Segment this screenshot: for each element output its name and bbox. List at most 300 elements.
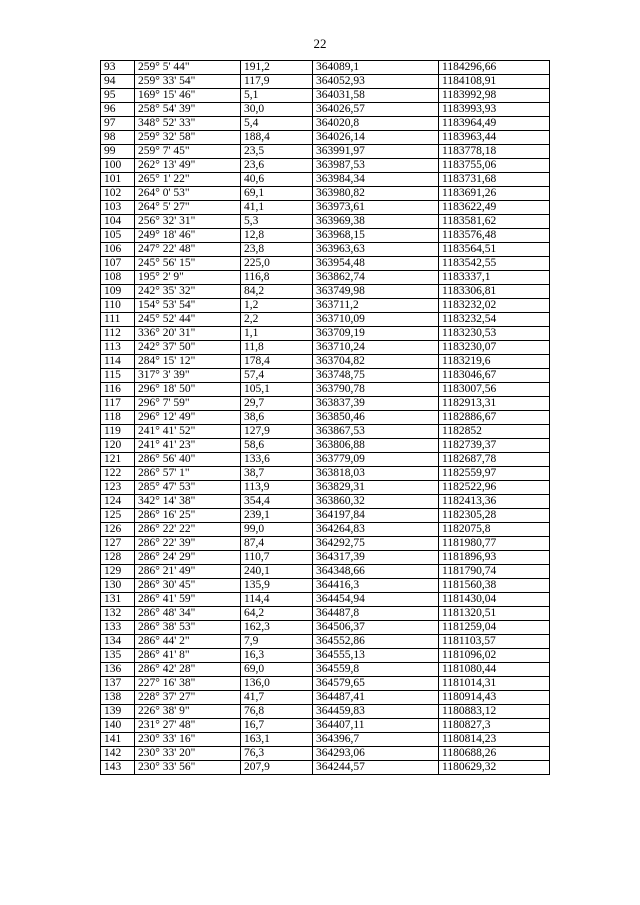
point-number-cell: 97 (101, 117, 135, 131)
x-coordinate-cell: 364244,57 (313, 761, 439, 775)
x-coordinate-cell: 364020,8 (313, 117, 439, 131)
direction-angle-cell: 241° 41' 23" (135, 439, 241, 453)
distance-cell: 188,4 (241, 131, 313, 145)
table-row (101, 285, 550, 299)
table-row (101, 215, 550, 229)
y-coordinate-cell: 1181096,02 (439, 649, 550, 663)
table-row (101, 481, 550, 495)
point-number-cell: 138 (101, 691, 135, 705)
table-row (101, 747, 550, 761)
x-coordinate-cell: 363969,38 (313, 215, 439, 229)
y-coordinate-cell: 1180914,43 (439, 691, 550, 705)
distance-cell: 16,3 (241, 649, 313, 663)
point-number-cell: 96 (101, 103, 135, 117)
x-coordinate-cell: 364454,94 (313, 593, 439, 607)
distance-cell: 76,3 (241, 747, 313, 761)
x-coordinate-cell: 364317,39 (313, 551, 439, 565)
point-number-cell: 131 (101, 593, 135, 607)
distance-cell: 57,4 (241, 369, 313, 383)
y-coordinate-cell: 1181980,77 (439, 537, 550, 551)
distance-cell: 23,6 (241, 159, 313, 173)
table-row (101, 537, 550, 551)
x-coordinate-cell: 363806,88 (313, 439, 439, 453)
x-coordinate-cell: 363968,15 (313, 229, 439, 243)
direction-angle-cell: 296° 7' 59" (135, 397, 241, 411)
distance-cell: 127,9 (241, 425, 313, 439)
y-coordinate-cell: 1181014,31 (439, 677, 550, 691)
direction-angle-cell: 242° 37' 50" (135, 341, 241, 355)
distance-cell: 58,6 (241, 439, 313, 453)
x-coordinate-cell: 364506,37 (313, 621, 439, 635)
direction-angle-cell: 226° 38' 9" (135, 705, 241, 719)
x-coordinate-cell: 363710,09 (313, 313, 439, 327)
table-row (101, 691, 550, 705)
x-coordinate-cell: 363779,09 (313, 453, 439, 467)
direction-angle-cell: 296° 12' 49" (135, 411, 241, 425)
x-coordinate-cell: 364487,8 (313, 607, 439, 621)
table-row (101, 229, 550, 243)
direction-angle-cell: 286° 41' 59" (135, 593, 241, 607)
x-coordinate-cell: 364416,3 (313, 579, 439, 593)
direction-angle-cell: 259° 33' 54" (135, 75, 241, 89)
table-row (101, 579, 550, 593)
table-row (101, 341, 550, 355)
y-coordinate-cell: 1181430,04 (439, 593, 550, 607)
point-number-cell: 136 (101, 663, 135, 677)
point-number-cell: 98 (101, 131, 135, 145)
y-coordinate-cell: 1183306,81 (439, 285, 550, 299)
direction-angle-cell: 264° 5' 27" (135, 201, 241, 215)
point-number-cell: 99 (101, 145, 135, 159)
x-coordinate-cell: 364407,11 (313, 719, 439, 733)
table-row (101, 313, 550, 327)
direction-angle-cell: 245° 52' 44" (135, 313, 241, 327)
direction-angle-cell: 259° 7' 45" (135, 145, 241, 159)
point-number-cell: 115 (101, 369, 135, 383)
x-coordinate-cell: 363709,19 (313, 327, 439, 341)
table-row (101, 201, 550, 215)
point-number-cell: 124 (101, 495, 135, 509)
x-coordinate-cell: 363837,39 (313, 397, 439, 411)
distance-cell: 135,9 (241, 579, 313, 593)
y-coordinate-cell: 1180883,12 (439, 705, 550, 719)
direction-angle-cell: 228° 37' 27" (135, 691, 241, 705)
y-coordinate-cell: 1181896,93 (439, 551, 550, 565)
x-coordinate-cell: 364459,83 (313, 705, 439, 719)
y-coordinate-cell: 1183230,07 (439, 341, 550, 355)
direction-angle-cell: 259° 5' 44" (135, 61, 241, 75)
point-number-cell: 119 (101, 425, 135, 439)
point-number-cell: 101 (101, 173, 135, 187)
distance-cell: 69,0 (241, 663, 313, 677)
direction-angle-cell: 231° 27' 48" (135, 719, 241, 733)
y-coordinate-cell: 1183576,48 (439, 229, 550, 243)
x-coordinate-cell: 364052,93 (313, 75, 439, 89)
y-coordinate-cell: 1182739,37 (439, 439, 550, 453)
y-coordinate-cell: 1183691,26 (439, 187, 550, 201)
table-row (101, 593, 550, 607)
distance-cell: 114,4 (241, 593, 313, 607)
distance-cell: 99,0 (241, 523, 313, 537)
y-coordinate-cell: 1181259,04 (439, 621, 550, 635)
y-coordinate-cell: 1184296,66 (439, 61, 550, 75)
page-number: 22 (313, 36, 327, 51)
direction-angle-cell: 286° 57' 1" (135, 467, 241, 481)
table-row (101, 187, 550, 201)
distance-cell: 163,1 (241, 733, 313, 747)
distance-cell: 110,7 (241, 551, 313, 565)
table-row (101, 159, 550, 173)
x-coordinate-cell: 363850,46 (313, 411, 439, 425)
x-coordinate-cell: 364292,75 (313, 537, 439, 551)
table-row (101, 383, 550, 397)
y-coordinate-cell: 1182559,97 (439, 467, 550, 481)
point-number-cell: 128 (101, 551, 135, 565)
distance-cell: 5,1 (241, 89, 313, 103)
distance-cell: 38,7 (241, 467, 313, 481)
table-row (101, 551, 550, 565)
direction-angle-cell: 256° 32' 31" (135, 215, 241, 229)
distance-cell: 116,8 (241, 271, 313, 285)
x-coordinate-cell: 363710,24 (313, 341, 439, 355)
x-coordinate-cell: 363790,78 (313, 383, 439, 397)
direction-angle-cell: 169° 15' 46" (135, 89, 241, 103)
direction-angle-cell: 286° 44' 2" (135, 635, 241, 649)
direction-angle-cell: 230° 33' 16" (135, 733, 241, 747)
table-row (101, 719, 550, 733)
y-coordinate-cell: 1183963,44 (439, 131, 550, 145)
direction-angle-cell: 247° 22' 48" (135, 243, 241, 257)
y-coordinate-cell: 1183219,6 (439, 355, 550, 369)
table-row (101, 663, 550, 677)
point-number-cell: 118 (101, 411, 135, 425)
table-row (101, 369, 550, 383)
distance-cell: 11,8 (241, 341, 313, 355)
table-row (101, 299, 550, 313)
coordinates-table (100, 60, 550, 775)
x-coordinate-cell: 363860,32 (313, 495, 439, 509)
distance-cell: 162,3 (241, 621, 313, 635)
point-number-cell: 94 (101, 75, 135, 89)
point-number-cell: 123 (101, 481, 135, 495)
x-coordinate-cell: 364396,7 (313, 733, 439, 747)
point-number-cell: 117 (101, 397, 135, 411)
point-number-cell: 104 (101, 215, 135, 229)
direction-angle-cell: 286° 24' 29" (135, 551, 241, 565)
table-row (101, 243, 550, 257)
distance-cell: 133,6 (241, 453, 313, 467)
table-row (101, 705, 550, 719)
x-coordinate-cell: 364348,66 (313, 565, 439, 579)
direction-angle-cell: 242° 35' 32" (135, 285, 241, 299)
table-row (101, 271, 550, 285)
distance-cell: 41,1 (241, 201, 313, 215)
direction-angle-cell: 285° 47' 53" (135, 481, 241, 495)
y-coordinate-cell: 1183964,49 (439, 117, 550, 131)
table-row (101, 635, 550, 649)
direction-angle-cell: 195° 2' 9" (135, 271, 241, 285)
y-coordinate-cell: 1184108,91 (439, 75, 550, 89)
point-number-cell: 113 (101, 341, 135, 355)
point-number-cell: 137 (101, 677, 135, 691)
y-coordinate-cell: 1183046,67 (439, 369, 550, 383)
direction-angle-cell: 286° 30' 45" (135, 579, 241, 593)
direction-angle-cell: 245° 56' 15" (135, 257, 241, 271)
table-row (101, 327, 550, 341)
distance-cell: 240,1 (241, 565, 313, 579)
distance-cell: 23,5 (241, 145, 313, 159)
point-number-cell: 126 (101, 523, 135, 537)
y-coordinate-cell: 1182687,78 (439, 453, 550, 467)
x-coordinate-cell: 364559,8 (313, 663, 439, 677)
y-coordinate-cell: 1183230,53 (439, 327, 550, 341)
y-coordinate-cell: 1183778,18 (439, 145, 550, 159)
direction-angle-cell: 230° 33' 20" (135, 747, 241, 761)
distance-cell: 1,1 (241, 327, 313, 341)
distance-cell: 29,7 (241, 397, 313, 411)
direction-angle-cell: 286° 42' 28" (135, 663, 241, 677)
distance-cell: 64,2 (241, 607, 313, 621)
direction-angle-cell: 241° 41' 52" (135, 425, 241, 439)
x-coordinate-cell: 363862,74 (313, 271, 439, 285)
y-coordinate-cell: 1183337,1 (439, 271, 550, 285)
x-coordinate-cell: 363963,63 (313, 243, 439, 257)
direction-angle-cell: 336° 20' 31" (135, 327, 241, 341)
y-coordinate-cell: 1182522,96 (439, 481, 550, 495)
x-coordinate-cell: 363818,03 (313, 467, 439, 481)
y-coordinate-cell: 1181320,51 (439, 607, 550, 621)
y-coordinate-cell: 1183232,54 (439, 313, 550, 327)
direction-angle-cell: 264° 0' 53" (135, 187, 241, 201)
point-number-cell: 121 (101, 453, 135, 467)
distance-cell: 239,1 (241, 509, 313, 523)
table-row (101, 677, 550, 691)
coordinates-table-body (101, 61, 550, 775)
distance-cell: 225,0 (241, 257, 313, 271)
point-number-cell: 100 (101, 159, 135, 173)
direction-angle-cell: 286° 16' 25" (135, 509, 241, 523)
distance-cell: 5,3 (241, 215, 313, 229)
point-number-cell: 110 (101, 299, 135, 313)
point-number-cell: 122 (101, 467, 135, 481)
distance-cell: 41,7 (241, 691, 313, 705)
direction-angle-cell: 258° 54' 39" (135, 103, 241, 117)
direction-angle-cell: 348° 52' 33" (135, 117, 241, 131)
table-row (101, 523, 550, 537)
table-row (101, 453, 550, 467)
table-row (101, 733, 550, 747)
distance-cell: 113,9 (241, 481, 313, 495)
distance-cell: 84,2 (241, 285, 313, 299)
x-coordinate-cell: 364089,1 (313, 61, 439, 75)
x-coordinate-cell: 363984,34 (313, 173, 439, 187)
point-number-cell: 142 (101, 747, 135, 761)
direction-angle-cell: 296° 18' 50" (135, 383, 241, 397)
table-row (101, 439, 550, 453)
distance-cell: 2,2 (241, 313, 313, 327)
x-coordinate-cell: 363749,98 (313, 285, 439, 299)
x-coordinate-cell: 363973,61 (313, 201, 439, 215)
x-coordinate-cell: 363704,82 (313, 355, 439, 369)
point-number-cell: 141 (101, 733, 135, 747)
table-row (101, 89, 550, 103)
y-coordinate-cell: 1183992,98 (439, 89, 550, 103)
point-number-cell: 103 (101, 201, 135, 215)
point-number-cell: 108 (101, 271, 135, 285)
point-number-cell: 102 (101, 187, 135, 201)
direction-angle-cell: 227° 16' 38" (135, 677, 241, 691)
point-number-cell: 114 (101, 355, 135, 369)
y-coordinate-cell: 1183993,93 (439, 103, 550, 117)
y-coordinate-cell: 1183731,68 (439, 173, 550, 187)
x-coordinate-cell: 364555,13 (313, 649, 439, 663)
direction-angle-cell: 317° 3' 39" (135, 369, 241, 383)
x-coordinate-cell: 363748,75 (313, 369, 439, 383)
table-row (101, 425, 550, 439)
point-number-cell: 127 (101, 537, 135, 551)
table-row (101, 397, 550, 411)
direction-angle-cell: 230° 33' 56" (135, 761, 241, 775)
y-coordinate-cell: 1183542,55 (439, 257, 550, 271)
y-coordinate-cell: 1183007,56 (439, 383, 550, 397)
distance-cell: 7,9 (241, 635, 313, 649)
table-row (101, 173, 550, 187)
direction-angle-cell: 286° 48' 34" (135, 607, 241, 621)
direction-angle-cell: 265° 1' 22" (135, 173, 241, 187)
direction-angle-cell: 262° 13' 49" (135, 159, 241, 173)
distance-cell: 354,4 (241, 495, 313, 509)
distance-cell: 38,6 (241, 411, 313, 425)
point-number-cell: 125 (101, 509, 135, 523)
distance-cell: 40,6 (241, 173, 313, 187)
x-coordinate-cell: 364197,84 (313, 509, 439, 523)
direction-angle-cell: 286° 22' 39" (135, 537, 241, 551)
x-coordinate-cell: 364293,06 (313, 747, 439, 761)
point-number-cell: 139 (101, 705, 135, 719)
direction-angle-cell: 286° 41' 8" (135, 649, 241, 663)
y-coordinate-cell: 1181103,57 (439, 635, 550, 649)
y-coordinate-cell: 1182852 (439, 425, 550, 439)
y-coordinate-cell: 1183622,49 (439, 201, 550, 215)
y-coordinate-cell: 1183755,06 (439, 159, 550, 173)
distance-cell: 5,4 (241, 117, 313, 131)
table-row (101, 761, 550, 775)
table-row (101, 257, 550, 271)
table-row (101, 495, 550, 509)
table-row (101, 467, 550, 481)
point-number-cell: 109 (101, 285, 135, 299)
direction-angle-cell: 154° 53' 54" (135, 299, 241, 313)
table-row (101, 621, 550, 635)
point-number-cell: 105 (101, 229, 135, 243)
point-number-cell: 106 (101, 243, 135, 257)
point-number-cell: 143 (101, 761, 135, 775)
y-coordinate-cell: 1182413,36 (439, 495, 550, 509)
x-coordinate-cell: 363711,2 (313, 299, 439, 313)
point-number-cell: 134 (101, 635, 135, 649)
point-number-cell: 140 (101, 719, 135, 733)
x-coordinate-cell: 364552,86 (313, 635, 439, 649)
x-coordinate-cell: 364026,14 (313, 131, 439, 145)
y-coordinate-cell: 1180688,26 (439, 747, 550, 761)
x-coordinate-cell: 363867,53 (313, 425, 439, 439)
x-coordinate-cell: 364579,65 (313, 677, 439, 691)
distance-cell: 191,2 (241, 61, 313, 75)
table-row (101, 75, 550, 89)
y-coordinate-cell: 1182305,28 (439, 509, 550, 523)
y-coordinate-cell: 1182913,31 (439, 397, 550, 411)
table-row (101, 355, 550, 369)
table-row (101, 565, 550, 579)
direction-angle-cell: 249° 18' 46" (135, 229, 241, 243)
y-coordinate-cell: 1180827,3 (439, 719, 550, 733)
direction-angle-cell: 259° 32' 58" (135, 131, 241, 145)
distance-cell: 117,9 (241, 75, 313, 89)
distance-cell: 178,4 (241, 355, 313, 369)
direction-angle-cell: 342° 14' 38" (135, 495, 241, 509)
point-number-cell: 135 (101, 649, 135, 663)
direction-angle-cell: 286° 56' 40" (135, 453, 241, 467)
direction-angle-cell: 284° 15' 12" (135, 355, 241, 369)
table-row (101, 131, 550, 145)
x-coordinate-cell: 364264,83 (313, 523, 439, 537)
y-coordinate-cell: 1182886,67 (439, 411, 550, 425)
direction-angle-cell: 286° 38' 53" (135, 621, 241, 635)
table-row (101, 103, 550, 117)
distance-cell: 207,9 (241, 761, 313, 775)
point-number-cell: 133 (101, 621, 135, 635)
x-coordinate-cell: 363954,48 (313, 257, 439, 271)
x-coordinate-cell: 363980,82 (313, 187, 439, 201)
table-row (101, 117, 550, 131)
distance-cell: 23,8 (241, 243, 313, 257)
table-row (101, 509, 550, 523)
y-coordinate-cell: 1183232,02 (439, 299, 550, 313)
y-coordinate-cell: 1183564,51 (439, 243, 550, 257)
direction-angle-cell: 286° 21' 49" (135, 565, 241, 579)
distance-cell: 16,7 (241, 719, 313, 733)
point-number-cell: 130 (101, 579, 135, 593)
point-number-cell: 132 (101, 607, 135, 621)
y-coordinate-cell: 1182075,8 (439, 523, 550, 537)
table-row (101, 411, 550, 425)
distance-cell: 30,0 (241, 103, 313, 117)
point-number-cell: 120 (101, 439, 135, 453)
table-row (101, 145, 550, 159)
point-number-cell: 95 (101, 89, 135, 103)
table-row (101, 607, 550, 621)
distance-cell: 136,0 (241, 677, 313, 691)
distance-cell: 76,8 (241, 705, 313, 719)
x-coordinate-cell: 364487,41 (313, 691, 439, 705)
x-coordinate-cell: 364026,57 (313, 103, 439, 117)
point-number-cell: 129 (101, 565, 135, 579)
table-row (101, 649, 550, 663)
y-coordinate-cell: 1181080,44 (439, 663, 550, 677)
point-number-cell: 112 (101, 327, 135, 341)
y-coordinate-cell: 1181560,38 (439, 579, 550, 593)
table-row (101, 61, 550, 75)
distance-cell: 1,2 (241, 299, 313, 313)
x-coordinate-cell: 364031,58 (313, 89, 439, 103)
distance-cell: 87,4 (241, 537, 313, 551)
x-coordinate-cell: 363991,97 (313, 145, 439, 159)
y-coordinate-cell: 1181790,74 (439, 565, 550, 579)
x-coordinate-cell: 363829,31 (313, 481, 439, 495)
point-number-cell: 111 (101, 313, 135, 327)
direction-angle-cell: 286° 22' 22" (135, 523, 241, 537)
y-coordinate-cell: 1180629,32 (439, 761, 550, 775)
